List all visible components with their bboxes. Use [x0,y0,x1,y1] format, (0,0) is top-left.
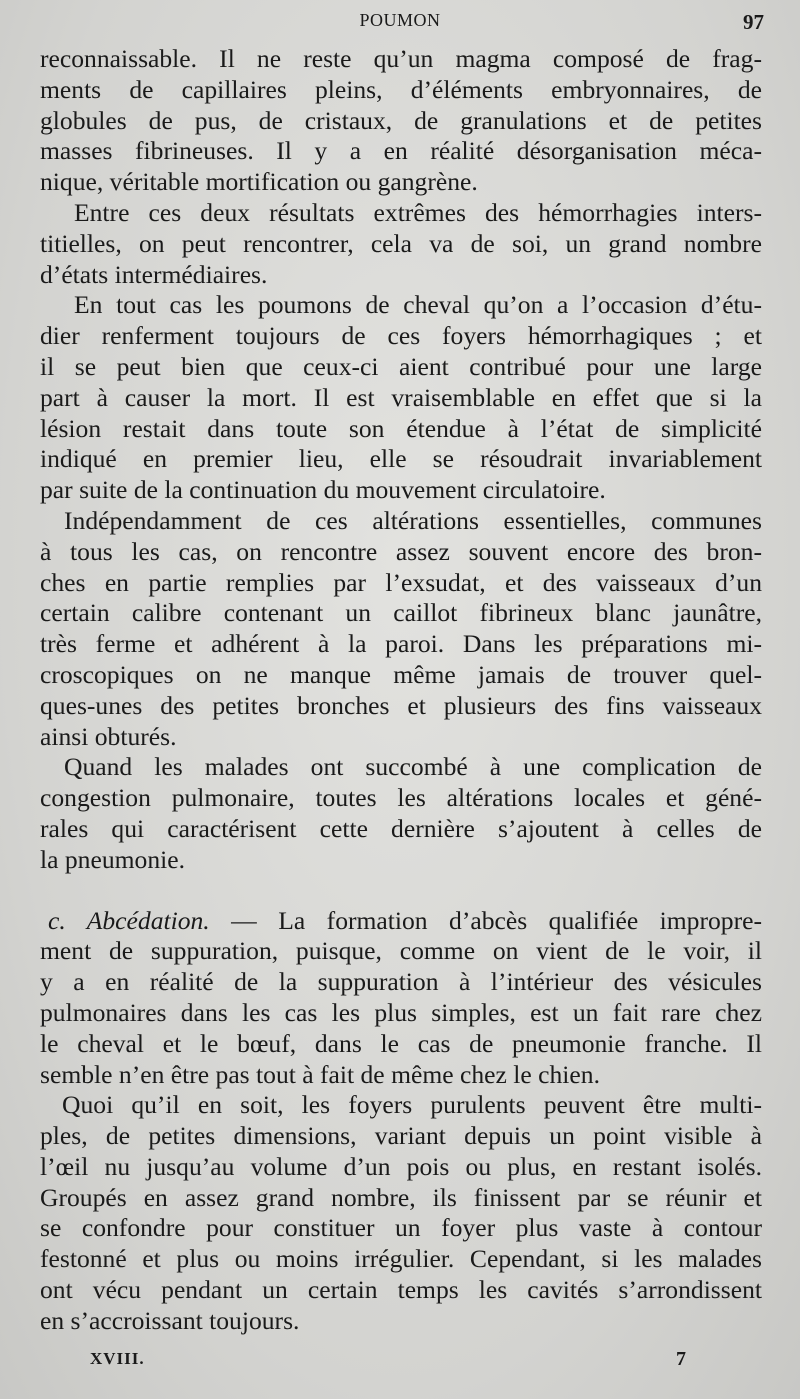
text-line: reconnaissable. Il ne reste qu’un magma composé de frag- [40,44,762,73]
text-line: Quand les malades ont succombé à une complication de [64,752,762,782]
section-gap [40,876,762,906]
text-line: ques-unes des petites bronches et plusieurs des fins vaisseaux [40,690,762,720]
section-first-line: — La formation d’abcès qualifiée impropre- [209,905,762,935]
text-line: en s’accroissant toujours. [40,1305,300,1335]
paragraph [40,290,762,506]
text-line: lésion restait dans toute son étendue à l’état de simplicité [40,413,762,443]
running-title: POUMON [359,10,441,30]
text-line: ainsi obturés. [40,721,177,751]
paragraph [40,1090,762,1336]
running-head [0,10,800,40]
text-line: indiqué en premier lieu, elle se résoudrait invariablement [40,444,762,474]
text-line: semble n’en être pas tout à fait de même chez le chien. [40,1059,600,1089]
text-line: y a en réalité de la suppuration à l’intérieur des vésicules [40,967,762,997]
text-line: très ferme et adhérent à la paroi. Dans les préparations mi- [40,629,762,659]
signature-mark: XVIII. [90,1349,145,1368]
text-line: Groupés en assez grand nombre, ils finissent par se réunir et [40,1182,762,1212]
text-line: ches en partie remplies par l’exsudat, et des vaisseaux d’un [40,567,762,597]
text-line: par suite de la continuation du mouvement circulatoire. [40,475,606,505]
text-line: se confondre pour constituer un foyer plus vaste à contour [40,1213,762,1243]
text-line: rales qui caractérisent cette dernière s’ajoutent à celles de [40,813,762,843]
text-line: à tous les cas, on rencontre assez souvent encore des bron- [40,536,762,566]
paragraph [40,198,762,290]
text-line: Entre ces deux résultats extrêmes des hémorrhagies inters- [74,197,762,227]
body-text [40,44,762,1337]
section-heading: c. Abcédation. [48,905,210,935]
text-line: certain calibre contenant un caillot fibrineux blanc jaunâtre, [40,598,762,628]
paragraph [40,506,762,752]
text-line: nique, véritable mortification ou gangrène. [40,167,478,197]
page-number: 97 [743,10,764,34]
text-line: En tout cas les poumons de cheval qu’on a l’occasion d’étu- [74,290,762,320]
text-line: ment de suppuration, puisque, comme on vient de le voir, il [40,936,762,966]
text-line: part à causer la mort. Il est vraisemblable en effet que si la [40,382,762,412]
text-line: Indépendamment de ces altérations essentielles, communes [64,505,762,535]
text-line: ples, de petites dimensions, variant depuis un point visible à [40,1121,762,1151]
text-line [40,906,762,937]
text-line: croscopiques on ne manque même jamais de trouver quel- [40,659,762,689]
text-line: l’œil nu jusqu’au volume d’un pois ou plus, en restant isolés. [40,1151,762,1181]
text-line: d’états intermédiaires. [40,259,268,289]
text-line: dier renferment toujours de ces foyers hémorrhagiques ; et [40,321,762,351]
text-line: festonné et plus ou moins irrégulier. Cependant, si les malades [40,1244,762,1274]
sheet-number: 7 [676,1348,686,1370]
text-line: masses fibrineuses. Il y a en réalité désorganisation méca- [40,136,762,166]
paragraph [40,752,762,875]
text-line: Quoi qu’il en soit, les foyers purulents peuvent être multi- [62,1090,762,1120]
text-line: ments de capillaires pleins, d’éléments embryonnaires, de [40,74,762,104]
text-line: pulmonaires dans les cas les plus simples, est un fait rare chez [40,997,762,1027]
text-line: ont vécu pendant un certain temps les cavités s’arrondissent [40,1275,762,1305]
text-line: titielles, on peut rencontrer, cela va de soi, un grand nombre [40,228,762,258]
text-line: globules de pus, de cristaux, de granulations et de petites [40,105,762,135]
text-line: la pneumonie. [40,844,185,874]
paragraph [40,44,762,198]
text-line: il se peut bien que ceux-ci aient contribué pour une large [40,351,762,381]
text-line: congestion pulmonaire, toutes les altérations locales et géné- [40,783,762,813]
section-abcedation [40,906,762,1091]
text-line: le cheval et le bœuf, dans le cas de pneumonie franche. Il [40,1028,762,1058]
